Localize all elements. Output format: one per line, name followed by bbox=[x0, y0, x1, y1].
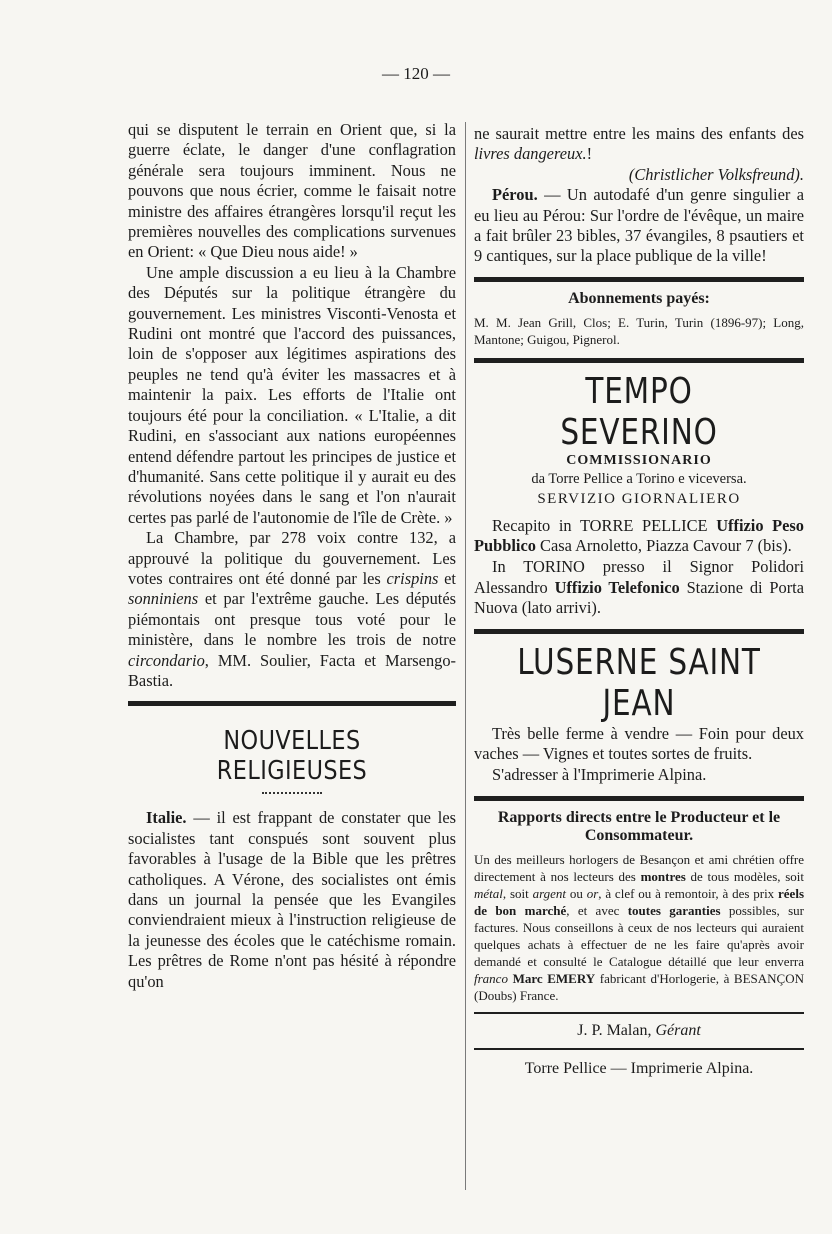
rule-1 bbox=[474, 277, 804, 282]
rule-4 bbox=[474, 796, 804, 801]
right-column bbox=[474, 124, 804, 1078]
rule-3 bbox=[474, 629, 804, 634]
tempo-route: da Torre Pellice a Torino e viceversa. bbox=[531, 470, 747, 487]
luserne-contact: S'adresser à l'Imprimerie Alpina. bbox=[492, 765, 707, 784]
gerant-signature: J. P. Malan, Gérant bbox=[577, 1021, 701, 1039]
rule-5 bbox=[474, 1012, 804, 1014]
abonnements-title: Abonnements payés: bbox=[568, 289, 710, 307]
crispins-term: crispins bbox=[386, 568, 439, 588]
luserne-title: LUSERNE SAINT JEAN bbox=[517, 641, 761, 724]
rapports-text: Un des meilleurs horlogers de Besançon et ami chrétien offre directement à nos lecteurs des montres de tous modèles, soit métal, soit argent ou or, à clef ou à remontoir, à des prix réels de bon marché, et avec toutes garanties possibles, sur factures. Nous conseillons à ceux de nos lecteurs qui auraient quelques achats à effectuer de ne les faire qu'après avoir demandé et consulté le Catalogue détaillé que leur enverra franco Marc EMERY fabricant d'Horlogerie, à BESANÇON (Doubs) France. bbox=[474, 851, 805, 1003]
source-citation: (Christlicher Volksfreund). bbox=[628, 164, 804, 184]
section-rule bbox=[128, 701, 456, 706]
continuation-paragraph: ne saurait mettre entre les mains des enfants des livres dangereux.! bbox=[474, 124, 804, 164]
circondario-term: circondario bbox=[128, 650, 205, 670]
section-heading-religieuses: NOUVELLES RELIGIEUSES bbox=[216, 726, 368, 787]
abonnements-text: M. M. Jean Grill, Clos; E. Turin, Turin (1896-97); Long, Mantone; Guigou, Pignerol. bbox=[474, 314, 804, 347]
printer-footer: Torre Pellice — Imprimerie Alpina. bbox=[524, 1059, 754, 1077]
left-column bbox=[128, 120, 456, 992]
tempo-subtitle: COMMISSIONARIO bbox=[566, 452, 712, 468]
politics-paragraph-2: Une ample discussion a eu lieu à la Chambre des Députés sur la politique étrangère du gouvernement. Les ministres Visconti-Venosta et Rudini ont montré que l'accord des puissances, loin de s'opposer aux légitimes aspirations des peuples ne tend qu'à éviter les massacres et à maintenir la paix. Les efforts de l'Italie ont toujours été pour la conciliation. « L'Italie, a dit Rudini, en s'associant aux nations européennes entend défendre partout les principes de justice et d'humanité. Sans cette politique il y aurait eu des révolutions noyées dans le sang et l'on n'aurait certes pas parlé de l'autonomie de l'île de Crète. » bbox=[128, 262, 456, 527]
column-divider bbox=[465, 122, 466, 1190]
tempo-service: SERVIZIO GIORNALIERO bbox=[537, 490, 741, 507]
tempo-torre-pellice: Recapito in TORRE PELLICE Uffizio Peso Pubblico Casa Arnoletto, Piazza Cavour 7 (bis). bbox=[474, 515, 804, 556]
rule-2 bbox=[474, 358, 804, 363]
rapports-title: Rapports directs entre le Producteur et le Consommateur. bbox=[497, 808, 781, 844]
tempo-torino: In TORINO presso il Signor Polidori Alessandro Uffizio Telefonico Stazione di Porta Nuova (lato arrivi). bbox=[474, 557, 804, 618]
religion-paragraph: Italie. — il est frappant de constater que les socialistes tant conspués sont souvent plus favorables à l'usage de la Bible que les prêtres catholiques. A Vérone, des socialistes ont émis dans un journal la pensée que les Evangiles conviendraient mieux à l'instruction religieuse de la jeunesse des écoles que le catéchisme romain. Les prêtres de Rome n'ont pas hésité à répondre qu'on bbox=[128, 808, 456, 991]
perou-lead: Pérou. bbox=[492, 185, 538, 205]
tempo-severino-title: TEMPO SEVERINO bbox=[560, 370, 718, 453]
italie-lead: Italie. bbox=[146, 808, 187, 828]
ornament-divider bbox=[262, 792, 322, 794]
sonniniens-term: sonniniens bbox=[128, 589, 199, 609]
rule-6 bbox=[474, 1048, 804, 1050]
page-number: — 120 — bbox=[382, 64, 450, 83]
luserne-text: Très belle ferme à vendre — Foin pour deux vaches — Vignes et toutes sortes de fruits. bbox=[474, 723, 804, 764]
politics-paragraph-1: qui se disputent le terrain en Orient que, si la guerre éclate, le danger d'une conflagration générale sera toujours imminent. Nous ne pouvons que nous écrier, comme le faisait notre ministre des affaires étrangères lorsqu'il reçut les premières nouvelles des complications survenues en Orient: « Que Dieu nous aide! » bbox=[128, 120, 456, 262]
perou-paragraph: Pérou. — Un autodafé d'un genre singulier a eu lieu au Pérou: Sur l'ordre de l'évêque, un maire a fait brûler 23 bibles, 37 évangiles, 8 psautiers et 9 cantiques, sur la place publique de la ville! bbox=[474, 185, 804, 266]
politics-paragraph-3: La Chambre, par 278 voix contre 132, a approuvé la politique du gouvernement. Les votes contraires ont été donné par les crispins et sonniniens et par l'extrême gauche. Les députés piémontais ont presque tous voté pour le ministère, dans le nombre les trois de notre circondario, MM. Soulier, Facta et Marsengo-Bastia. bbox=[128, 528, 456, 690]
